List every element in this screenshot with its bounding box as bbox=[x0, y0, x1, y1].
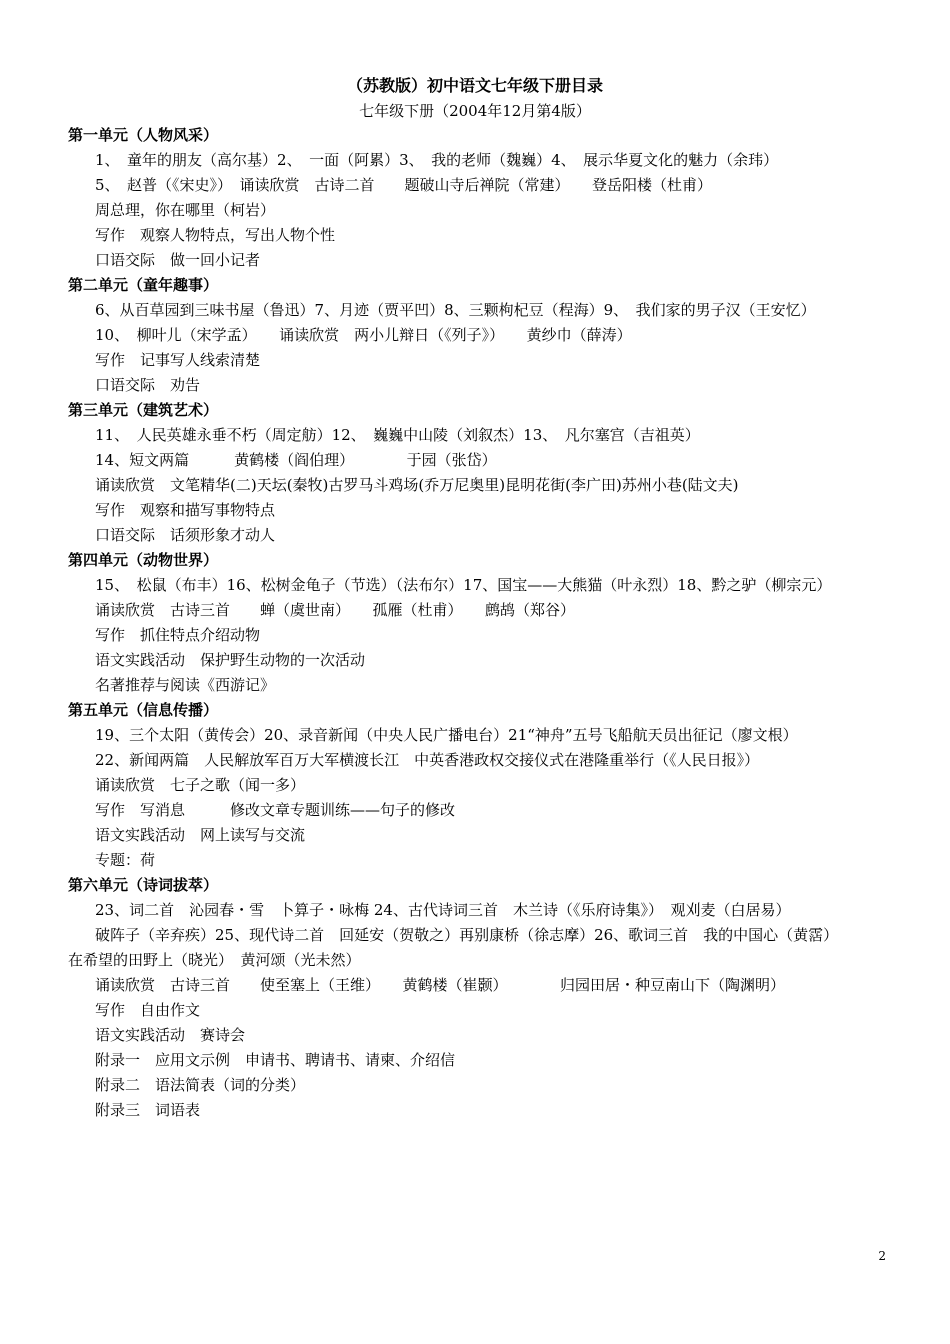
toc-line: 专题：荷 bbox=[95, 851, 156, 869]
toc-line: 口语交际 话须形象才动人 bbox=[95, 526, 276, 544]
unit-heading: 第四单元（动物世界） bbox=[68, 551, 219, 569]
toc-line: 写作 记事写人线索清楚 bbox=[95, 351, 261, 369]
page-number: 2 bbox=[878, 1249, 886, 1263]
toc-line: 1、 童年的朋友（高尔基）2、 一面（阿累）3、 我的老师（魏巍）4、 展示华夏文化的魅力（余玮） bbox=[95, 151, 779, 169]
toc-line: 诵读欣赏 古诗三首 蝉（虞世南） 孤雁（杜甫） 鹧鸪（郑谷） bbox=[95, 601, 576, 619]
toc-line: 23、词二首 沁园春・雪 卜算子・咏梅 24、古代诗词三首 木兰诗（《乐府诗集》） 观刈麦（白居易） bbox=[95, 901, 791, 919]
toc-line: 10、 柳叶儿（宋学孟） 诵读欣赏 两小儿辩日（《列子》） 黄纱巾（薛涛） bbox=[95, 326, 632, 344]
unit-heading: 第三单元（建筑艺术） bbox=[68, 401, 219, 419]
toc-line: 破阵子（辛弃疾）25、现代诗二首 回延安（贺敬之）再别康桥（徐志摩）26、歌词三首 我的中国心（黄霑） bbox=[95, 926, 839, 944]
toc-line: 语文实践活动 赛诗会 bbox=[95, 1026, 246, 1044]
toc-line: 名著推荐与阅读《西游记》 bbox=[95, 676, 276, 694]
toc-line: 19、三个太阳（黄传会）20、录音新闻（中央人民广播电台）21“神舟”五号飞船航天员出征记（廖文根） bbox=[95, 726, 798, 744]
toc-line: 附录一 应用文示例 申请书、聘请书、请柬、介绍信 bbox=[95, 1051, 456, 1069]
toc-line: 口语交际 劝告 bbox=[95, 376, 201, 394]
toc-line: 写作 自由作文 bbox=[95, 1001, 201, 1019]
toc-line: 附录二 语法简表（词的分类） bbox=[95, 1076, 306, 1094]
unit-heading: 第二单元（童年趣事） bbox=[68, 276, 219, 294]
table-of-contents bbox=[68, 123, 883, 1123]
toc-line: 5、 赵普（《宋史》） 诵读欣赏 古诗二首 题破山寺后禅院（常建） 登岳阳楼（杜甫） bbox=[95, 176, 713, 194]
toc-line: 11、 人民英雄永垂不朽（周定舫）12、 巍巍中山陵（刘叙杰）13、 凡尔塞宫（吉祖英） bbox=[95, 426, 700, 444]
toc-line: 写作 抓住特点介绍动物 bbox=[95, 626, 261, 644]
toc-line: 写作 观察人物特点，写出人物个性 bbox=[95, 226, 336, 244]
toc-line: 诵读欣赏 古诗三首 使至塞上（王维） 黄鹤楼（崔颢） 归园田居・种豆南山下（陶渊明） bbox=[95, 976, 786, 994]
toc-line: 诵读欣赏 文笔精华(二)天坛(秦牧)古罗马斗鸡场(乔万尼奥里)昆明花街(李广田)苏州小巷(陆文夫) bbox=[95, 476, 739, 494]
toc-line: 语文实践活动 网上读写与交流 bbox=[95, 826, 306, 844]
toc-line: 在希望的田野上（晓光） 黄河颂（光未然） bbox=[68, 951, 361, 969]
toc-line: 诵读欣赏 七子之歌（闻一多） bbox=[95, 776, 306, 794]
unit-heading: 第五单元（信息传播） bbox=[68, 701, 219, 719]
toc-line: 语文实践活动 保护野生动物的一次活动 bbox=[95, 651, 366, 669]
document-subtitle: 七年级下册（2004年12月第4版） bbox=[359, 102, 591, 120]
toc-line: 写作 观察和描写事物特点 bbox=[95, 501, 276, 519]
unit-heading: 第一单元（人物风采） bbox=[68, 126, 219, 144]
toc-line: 14、短文两篇 黄鹤楼（阎伯理） 于园（张岱） bbox=[95, 451, 497, 469]
toc-line: 周总理，你在哪里（柯岩） bbox=[95, 201, 276, 219]
toc-line: 写作 写消息 修改文章专题训练——句子的修改 bbox=[95, 801, 456, 819]
toc-line: 口语交际 做一回小记者 bbox=[95, 251, 261, 269]
toc-line: 15、 松鼠（布丰）16、松树金龟子（节选）（法布尔）17、国宝——大熊猫（叶永烈）18、黔之驴（柳宗元） bbox=[95, 576, 832, 594]
unit-heading: 第六单元（诗词拔萃） bbox=[68, 876, 219, 894]
toc-line: 附录三 词语表 bbox=[95, 1101, 201, 1119]
toc-line: 6、从百草园到三味书屋（鲁迅）7、月迹（贾平凹）8、三颗枸杞豆（程海）9、 我们家的男子汉（王安忆） bbox=[95, 301, 816, 319]
document-title: （苏教版）初中语文七年级下册目录 bbox=[346, 76, 603, 95]
toc-line: 22、新闻两篇 人民解放军百万大军横渡长江 中英香港政权交接仪式在港隆重举行（《人民日报》） bbox=[95, 751, 760, 769]
